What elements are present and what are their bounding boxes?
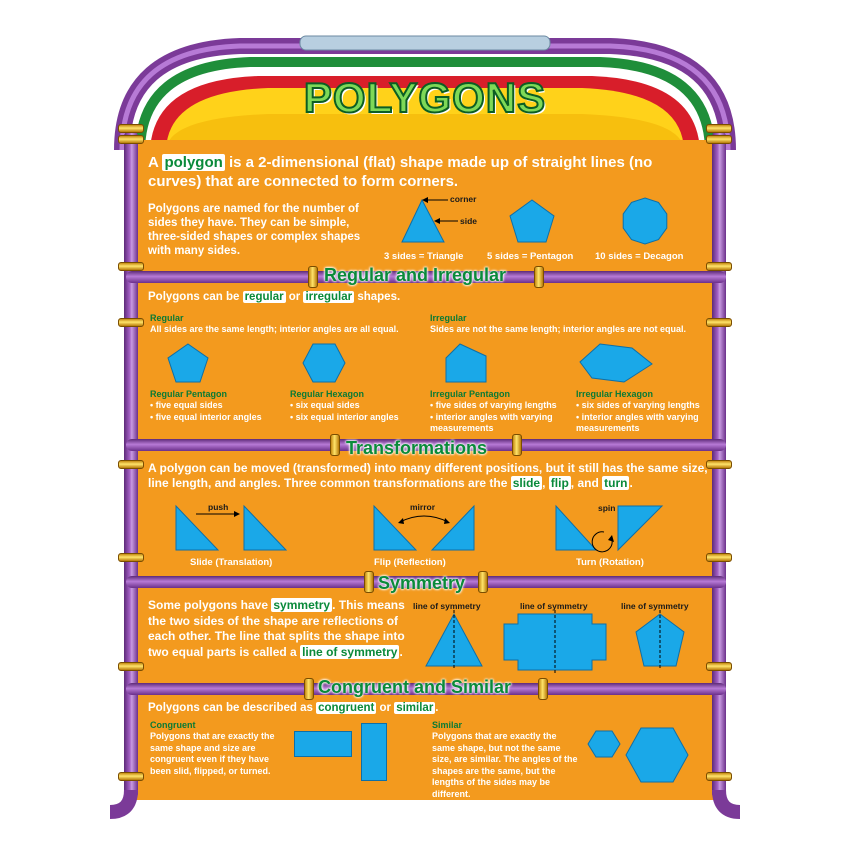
turn-caption: Turn (Rotation) [576,557,644,568]
transform-lead: A polygon can be moved (transformed) into many different positions, but it still has the same size, line length, and angles. Three common transformations are the slide , flip , and turn . [148,461,708,490]
push-label: push [208,502,229,512]
corner-label: corner [450,194,477,204]
similar-label: Similar [432,720,463,730]
section-title-congruent: Congruent and Similar [318,677,512,697]
coupler [706,772,732,781]
coupler [118,772,144,781]
congruent-rect-vertical [361,723,387,781]
intro-text: A polygon is a 2-dimensional (flat) shape made up of straight lines (no curves) that are connected to form corners. [148,154,653,190]
similar-hexagon-large [626,726,690,784]
congruent-label: Congruent [150,720,196,730]
coupler [118,318,144,327]
irregular-pentagon-bullets: • five sides of varying lengths • interior angles with varying measurements [430,400,557,433]
decagon-example [620,196,670,246]
congruent-lead: Polygons can be described as congruent or similar . [148,702,439,714]
coupler [118,553,144,562]
coupler [118,135,144,144]
regular-label: Regular [150,313,184,323]
pentagon-example [508,198,558,246]
irregular-hexagon-name: Irregular Hexagon [576,389,654,399]
coupler [118,460,144,469]
similar-hexagon-small [588,729,622,759]
section-title-symmetry: Symmetry [378,573,466,593]
irregular-hexagon-bullets: • six sides of varying lengths • interior angles with varying measurements [576,400,700,433]
symmetry-label-2: line of symmetry [520,601,588,611]
coupler [512,434,522,456]
spin-label: spin [598,503,616,513]
coupler [538,678,548,700]
symmetry-label-3: line of symmetry [621,601,689,611]
irregular-label: Irregular [430,313,467,323]
irregular-hexagon-shape [578,342,654,386]
coupler [706,460,732,469]
coupler [706,135,732,144]
symmetry-rectangle-shape [502,610,612,670]
symmetry-text: Some polygons have symmetry . This means the two sides of the shape are reflections of each other. The line that splits the shape into two equal parts is called a line of symmetry . [148,598,405,659]
coupler [118,262,144,271]
triangle-caption: 3 sides = Triangle [384,251,464,262]
symmetry-label-1: line of symmetry [413,601,481,611]
mirror-label: mirror [410,502,436,512]
regular-pentagon-name: Regular Pentagon [150,389,228,399]
coupler [304,678,314,700]
coupler [706,553,732,562]
regular-pentagon-bullets: • five equal sides • five equal interior angles [150,400,262,422]
coupler [330,434,340,456]
decagon-caption: 10 sides = Decagon [595,251,684,262]
coupler [478,571,488,593]
regular-lead: Polygons can be regular or irregular shapes. [148,291,401,303]
coupler [706,124,732,133]
regular-hexagon-bullets: • six equal sides • six equal interior angles [290,400,399,422]
congruent-rect-horizontal [294,731,352,757]
side-label: side [460,216,478,226]
symmetry-pentagon [632,610,692,670]
section-title-regular: Regular and Irregular [324,265,507,285]
slide-caption: Slide (Translation) [190,557,273,568]
slide-shapes [170,502,300,562]
regular-hexagon-name: Regular Hexagon [290,389,365,399]
coupler [364,571,374,593]
irregular-def: Sides are not the same length; interior angles are not equal. [430,324,687,334]
section-title-transformations: Transformations [346,438,488,458]
congruent-text: Polygons that are exactly the same shape and size are congruent even if they have been slid, flipped, or turned. [150,731,275,776]
regular-hexagon-shape [302,342,346,384]
coupler [706,662,732,671]
coupler [534,266,544,288]
symmetry-triangle [422,610,492,670]
irregular-pentagon-name: Irregular Pentagon [430,389,511,399]
term-polygon: polygon [164,154,223,171]
regular-pentagon-shape [166,342,210,384]
coupler [308,266,318,288]
turn-shapes [552,502,682,562]
regular-def: All sides are the same length; interior angles are all equal. [150,324,399,334]
coupler [706,262,732,271]
coupler [118,662,144,671]
similar-text: Polygons that are exactly the same shape, but not the same size, are similar. The angles of the shapes are the same, but the lengths of the sides may be different. [432,731,578,799]
irregular-pentagon-shape [442,342,496,384]
intro-body: Polygons are named for the number of sides they have. They can be simple, three-sided shapes or complex shapes with many sides. [148,203,361,257]
coupler [118,124,144,133]
pentagon-caption: 5 sides = Pentagon [487,251,574,262]
flip-caption: Flip (Reflection) [374,557,446,568]
page-title: POLYGONS [303,74,547,121]
